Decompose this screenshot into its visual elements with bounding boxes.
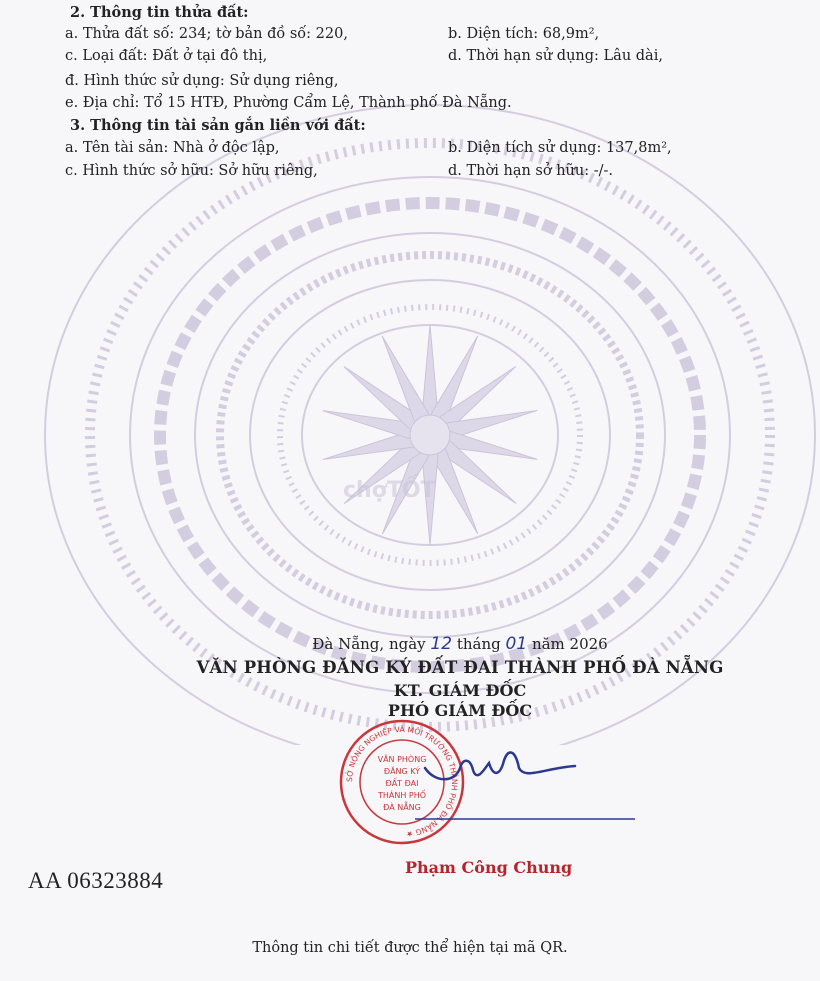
serial-number: AA 06323884 bbox=[28, 868, 164, 893]
land-use-term: d. Thời hạn sử dụng: Lâu dài, bbox=[448, 48, 663, 64]
issuing-office: VĂN PHÒNG ĐĂNG KÝ ĐẤT ĐAI THÀNH PHỐ ĐÀ NẴNG bbox=[196, 658, 724, 677]
land-type: c. Loại đất: Đất ở tại đô thị, bbox=[65, 48, 268, 64]
place-label: Đà Nẵng, ngày bbox=[312, 635, 426, 653]
land-address: e. Địa chỉ: Tổ 15 HTĐ, Phường Cẩm Lệ, Thành phố Đà Nẵng. bbox=[65, 95, 512, 111]
svg-text:VĂN PHÒNG: VĂN PHÒNG bbox=[377, 755, 427, 764]
svg-text:ĐẤT ĐAI: ĐẤT ĐAI bbox=[385, 779, 419, 788]
asset-usable-area: b. Diện tích sử dụng: 137,8m², bbox=[448, 140, 672, 156]
signer-name: Phạm Công Chung bbox=[405, 858, 573, 877]
year-label: năm 2026 bbox=[531, 635, 608, 653]
month-label: tháng bbox=[456, 635, 501, 653]
svg-text:SỞ NÔNG NGHIỆP VÀ MÔI TRƯỜNG T: SỞ NÔNG NGHIỆP VÀ MÔI TRƯỜNG THÀNH PHỐ ĐÀ NẴNG ★ bbox=[344, 724, 460, 839]
handwritten-day: 12 bbox=[430, 634, 453, 654]
ownership-form: c. Hình thức sở hữu: Sở hữu riêng, bbox=[65, 163, 318, 179]
land-use-form: đ. Hình thức sử dụng: Sử dụng riêng, bbox=[65, 73, 339, 89]
svg-text:THÀNH PHỐ: THÀNH PHỐ bbox=[377, 791, 427, 800]
vice-director-title: PHÓ GIÁM ĐỐC bbox=[387, 701, 533, 720]
site-watermark: chợTỐT bbox=[343, 478, 436, 503]
land-area: b. Diện tích: 68,9m², bbox=[448, 26, 600, 42]
svg-text:ĐÀ NẴNG: ĐÀ NẴNG bbox=[383, 803, 421, 812]
land-parcel-number: a. Thửa đất số: 234; tờ bản đồ số: 220, bbox=[65, 26, 348, 42]
signature bbox=[415, 728, 635, 828]
ownership-term: d. Thời hạn sở hữu: -/-. bbox=[448, 163, 614, 179]
place-date bbox=[50, 634, 820, 654]
asset-name: a. Tên tài sản: Nhà ở độc lập, bbox=[65, 140, 280, 156]
director-title: KT. GIÁM ĐỐC bbox=[393, 681, 527, 700]
section3-heading: 3. Thông tin tài sản gắn liền với đất: bbox=[70, 117, 366, 134]
qr-info-note: Thông tin chi tiết được thể hiện tại mã QR. bbox=[252, 940, 568, 956]
handwritten-month: 01 bbox=[505, 634, 528, 654]
section2-heading: 2. Thông tin thửa đất: bbox=[70, 4, 249, 21]
svg-text:ĐĂNG KÝ: ĐĂNG KÝ bbox=[383, 767, 421, 776]
